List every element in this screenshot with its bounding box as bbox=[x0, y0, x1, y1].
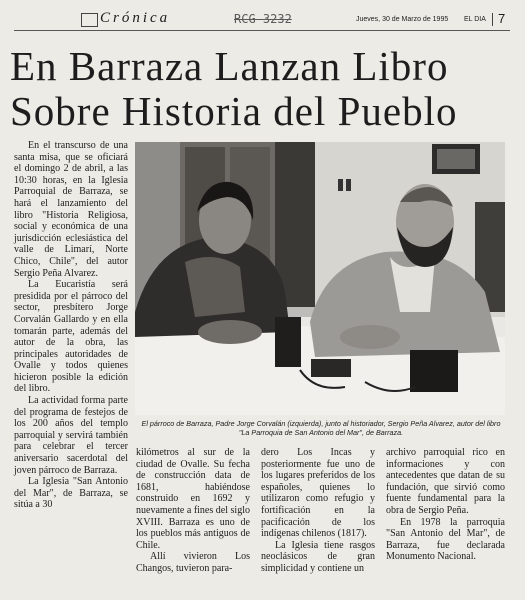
article-photo bbox=[135, 142, 505, 415]
headline: En Barraza Lanzan Libro Sobre Historia del Pueblo bbox=[10, 43, 458, 134]
section-title: Crónica bbox=[100, 10, 171, 26]
page-number: 7 bbox=[498, 11, 506, 26]
paragraph: La actividad forma parte del programa de festejos de los 200 años del templo parroquial y servirá también para celebrar el tercer aniversario sacerdotal del joven párroco de Barraza. bbox=[14, 395, 128, 476]
paragraph: La Eucaristía será presidida por el párroco del sector, presbítero Jorge Corvalán Gallardo y en ella tomarán parte, además del autor de la obra, las principales autoridades de Ovalle y todos quienes hicieron posible la edición del libro. bbox=[14, 279, 128, 395]
paragraph: Allí vivieron Los Changos, tuvieron para- bbox=[136, 551, 250, 574]
paragraph: dero Los Incas y posteriormente fue uno de los lugares preferidos de los españoles, quienes lo utilizaron como refugio y fortificación en la pacificación de los indígenas chilenos (1817). bbox=[261, 447, 375, 540]
paragraph: La Iglesia tiene rasgos neoclásicos de gran simplicidad y contiene un bbox=[261, 539, 375, 574]
article-column-2 bbox=[136, 447, 250, 575]
paragraph: En 1978 la parroquia "San Antonio del Mar", de Barraza, fue declarada Monumento Nacional. bbox=[386, 516, 505, 563]
newspaper-name: EL DIA bbox=[464, 16, 486, 23]
page-divider bbox=[492, 13, 493, 26]
photo-caption: El párroco de Barraza, Padre Jorge Corvalán (izquierda), junto al historiador, Sergio Peña Alvarez, autor del libro "La Parroquia de San Antonio del Mar", de Barraza. bbox=[141, 419, 501, 437]
paragraph: kilómetros al sur de la ciudad de Ovalle. Su fecha de construcción data de 1681, habiéndose construido en 1692 y nuevamente a fines del siglo XVIII. Barraza es uno de los pueblos más antiguos de Chile. bbox=[136, 447, 250, 551]
photo-illustration bbox=[135, 142, 505, 415]
paragraph: En el transcurso de una santa misa, que se oficiará el domingo 2 de abril, a las 10:30 horas, en la Iglesia Parroquial de Barraza, se hará el lanzamiento del libro "Historia Religiosa, social y económica de una jurisdicción eclesiástica del valle de Limarí, Norte Chico, Chile", del autor Sergio Peña Alvarez. bbox=[14, 140, 128, 279]
paragraph: La Iglesia "San Antonio del Mar", de Barraza, se sitúa a 30 bbox=[14, 476, 128, 511]
article-column-4 bbox=[386, 447, 505, 563]
paragraph: archivo parroquial rico en informaciones y con antecedentes que datan de su fundación, que sirvió como fuente fundamental para la obra de Sergio Peña. bbox=[386, 447, 505, 516]
handwritten-annotation: RCG 3232 bbox=[234, 12, 292, 26]
dateline: Jueves, 30 de Marzo de 1995 bbox=[356, 16, 449, 23]
section-marker-box bbox=[81, 13, 98, 27]
article-column-1 bbox=[14, 140, 128, 511]
page-header bbox=[14, 10, 510, 31]
article-column-3 bbox=[261, 447, 375, 575]
